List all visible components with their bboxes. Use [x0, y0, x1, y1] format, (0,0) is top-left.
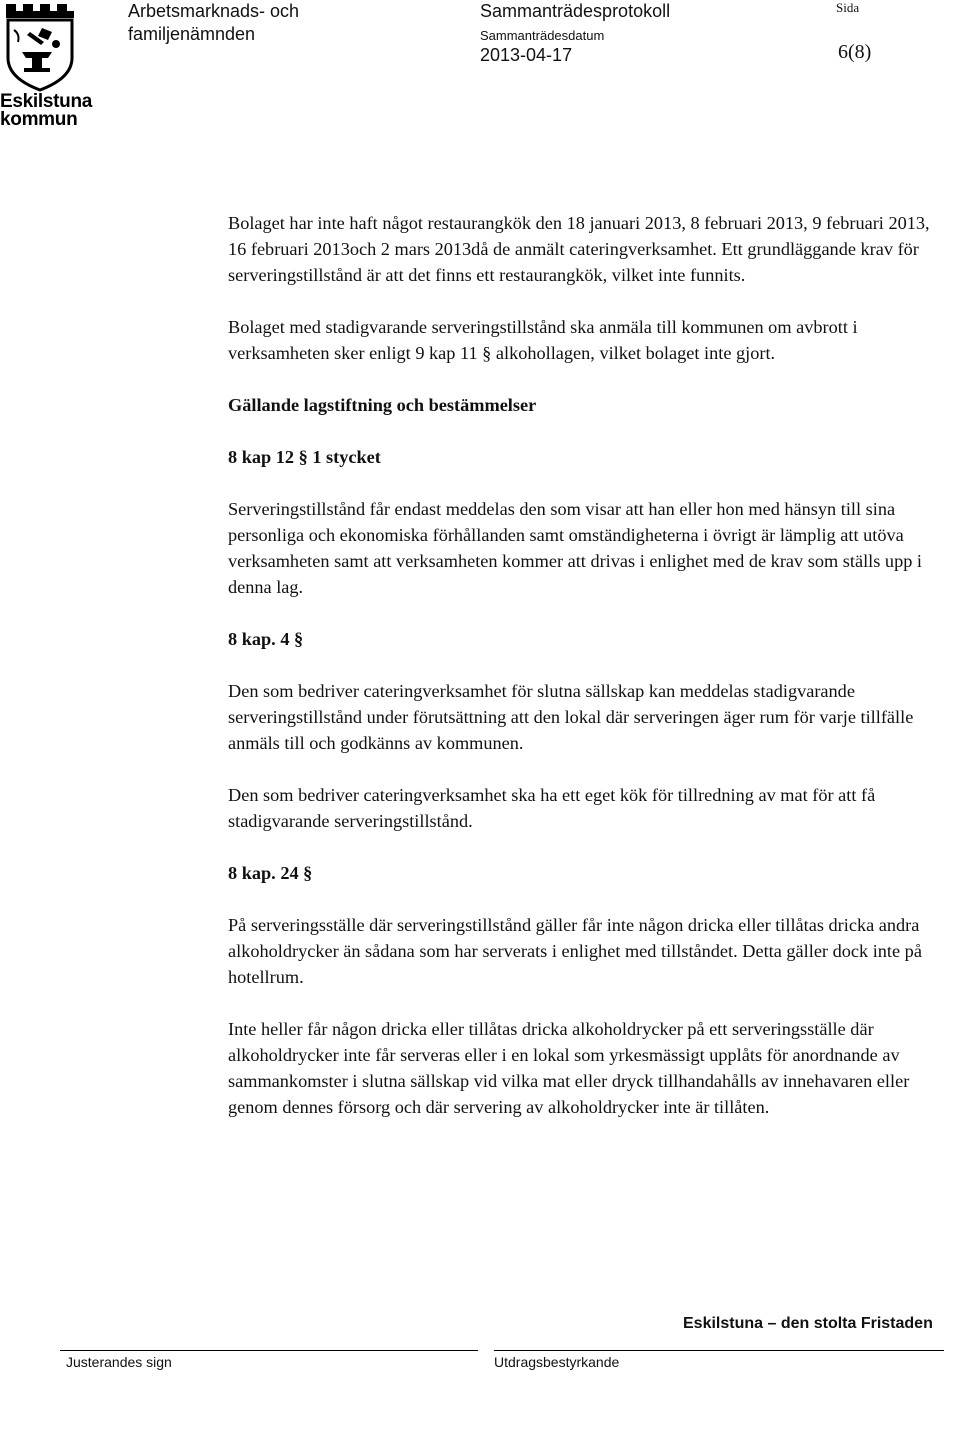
paragraph: Serveringstillstånd får endast meddelas den som visar att han eller hon med hänsyn till sina personliga och ekonomiska förhållanden samt omständigheterna i övrigt är lämplig att utöva verksamheten samt att verksamheten kommer att drivas i enlighet med de krav som ställs upp i denna lag.: [228, 499, 923, 597]
logo-wordmark: [0, 93, 92, 129]
paragraph: Bolaget med stadigvarande serveringstillstånd ska anmäla till kommunen om avbrott i verksamheten sker enligt 9 kap 11 § alkohollagen, vilket bolaget inte gjort.: [228, 317, 858, 363]
paragraph: Den som bedriver cateringverksamhet ska ha ett eget kök för tillredning av mat för att få stadigvarande serveringstillstånd.: [228, 785, 876, 831]
law-reference: 8 kap. 24 §: [228, 863, 313, 883]
section-heading: Gällande lagstiftning och bestämmelser: [228, 395, 537, 415]
logo-wordmark-line: kommun: [0, 109, 78, 130]
paragraph: Den som bedriver cateringverksamhet för slutna sällskap kan meddelas stadigvarande serveringstillstånd under förutsättning att den lokal där serveringen äger rum för varje tillfälle anmäls till och godkänns av kommunen.: [228, 681, 914, 753]
law-reference: 8 kap 12 § 1 stycket: [228, 447, 381, 467]
paragraph: På serveringsställe där serveringstillstånd gäller får inte någon dricka eller tillåtas dricka andra alkoholdrycker än sådana som har serverats i enlighet med tillståndet. Detta gäller dock inte på hotellrum.: [228, 915, 922, 987]
paragraph: Bolaget har inte haft något restaurangkök den 18 januari 2013, 8 februari 2013, 9 februari 2013, 16 februari 2013och 2 mars 2013då de anmält cateringverksamhet. Ett grundläggande krav för serveringstillstånd är att det finns ett restaurangkök, vilket inte funnits.: [228, 213, 930, 285]
meeting-date: 2013-04-17: [480, 45, 573, 65]
signature-label: Justerandes sign: [66, 1354, 172, 1370]
page-number: 6(8): [838, 41, 872, 63]
document-type: Sammanträdesprotokoll: [480, 1, 671, 21]
logo-wordmark-text: [0, 93, 92, 129]
signature-divider: [60, 1350, 478, 1351]
page-label: Sida: [836, 0, 860, 15]
extract-divider: [494, 1350, 944, 1351]
extract-label: Utdragsbestyrkande: [494, 1354, 620, 1370]
organization-line-1: Arbetsmarknads- och: [128, 1, 300, 21]
law-reference: 8 kap. 4 §: [228, 629, 304, 649]
date-label: Sammanträdesdatum: [480, 28, 605, 43]
organization-name: [128, 0, 299, 46]
document-body: [228, 210, 938, 1146]
municipality-motto: Eskilstuna – den stolta Fristaden: [683, 1315, 933, 1332]
organization-line-2: familjenämnden: [128, 24, 256, 44]
paragraph: Inte heller får någon dricka eller tillåtas dricka alkoholdrycker på ett serveringsställe där alkoholdrycker inte får serveras eller i en lokal som yrkesmässigt upplåts för anordnande av sammankomster i slutna sällskap vid vilka mat eller dryck tillhandahålls av innehavaren eller genom dennes försorg och där servering av alkoholdrycker inte är tillåten.: [228, 1019, 910, 1117]
logo-wordmark-line: Eskilstuna: [0, 91, 93, 112]
